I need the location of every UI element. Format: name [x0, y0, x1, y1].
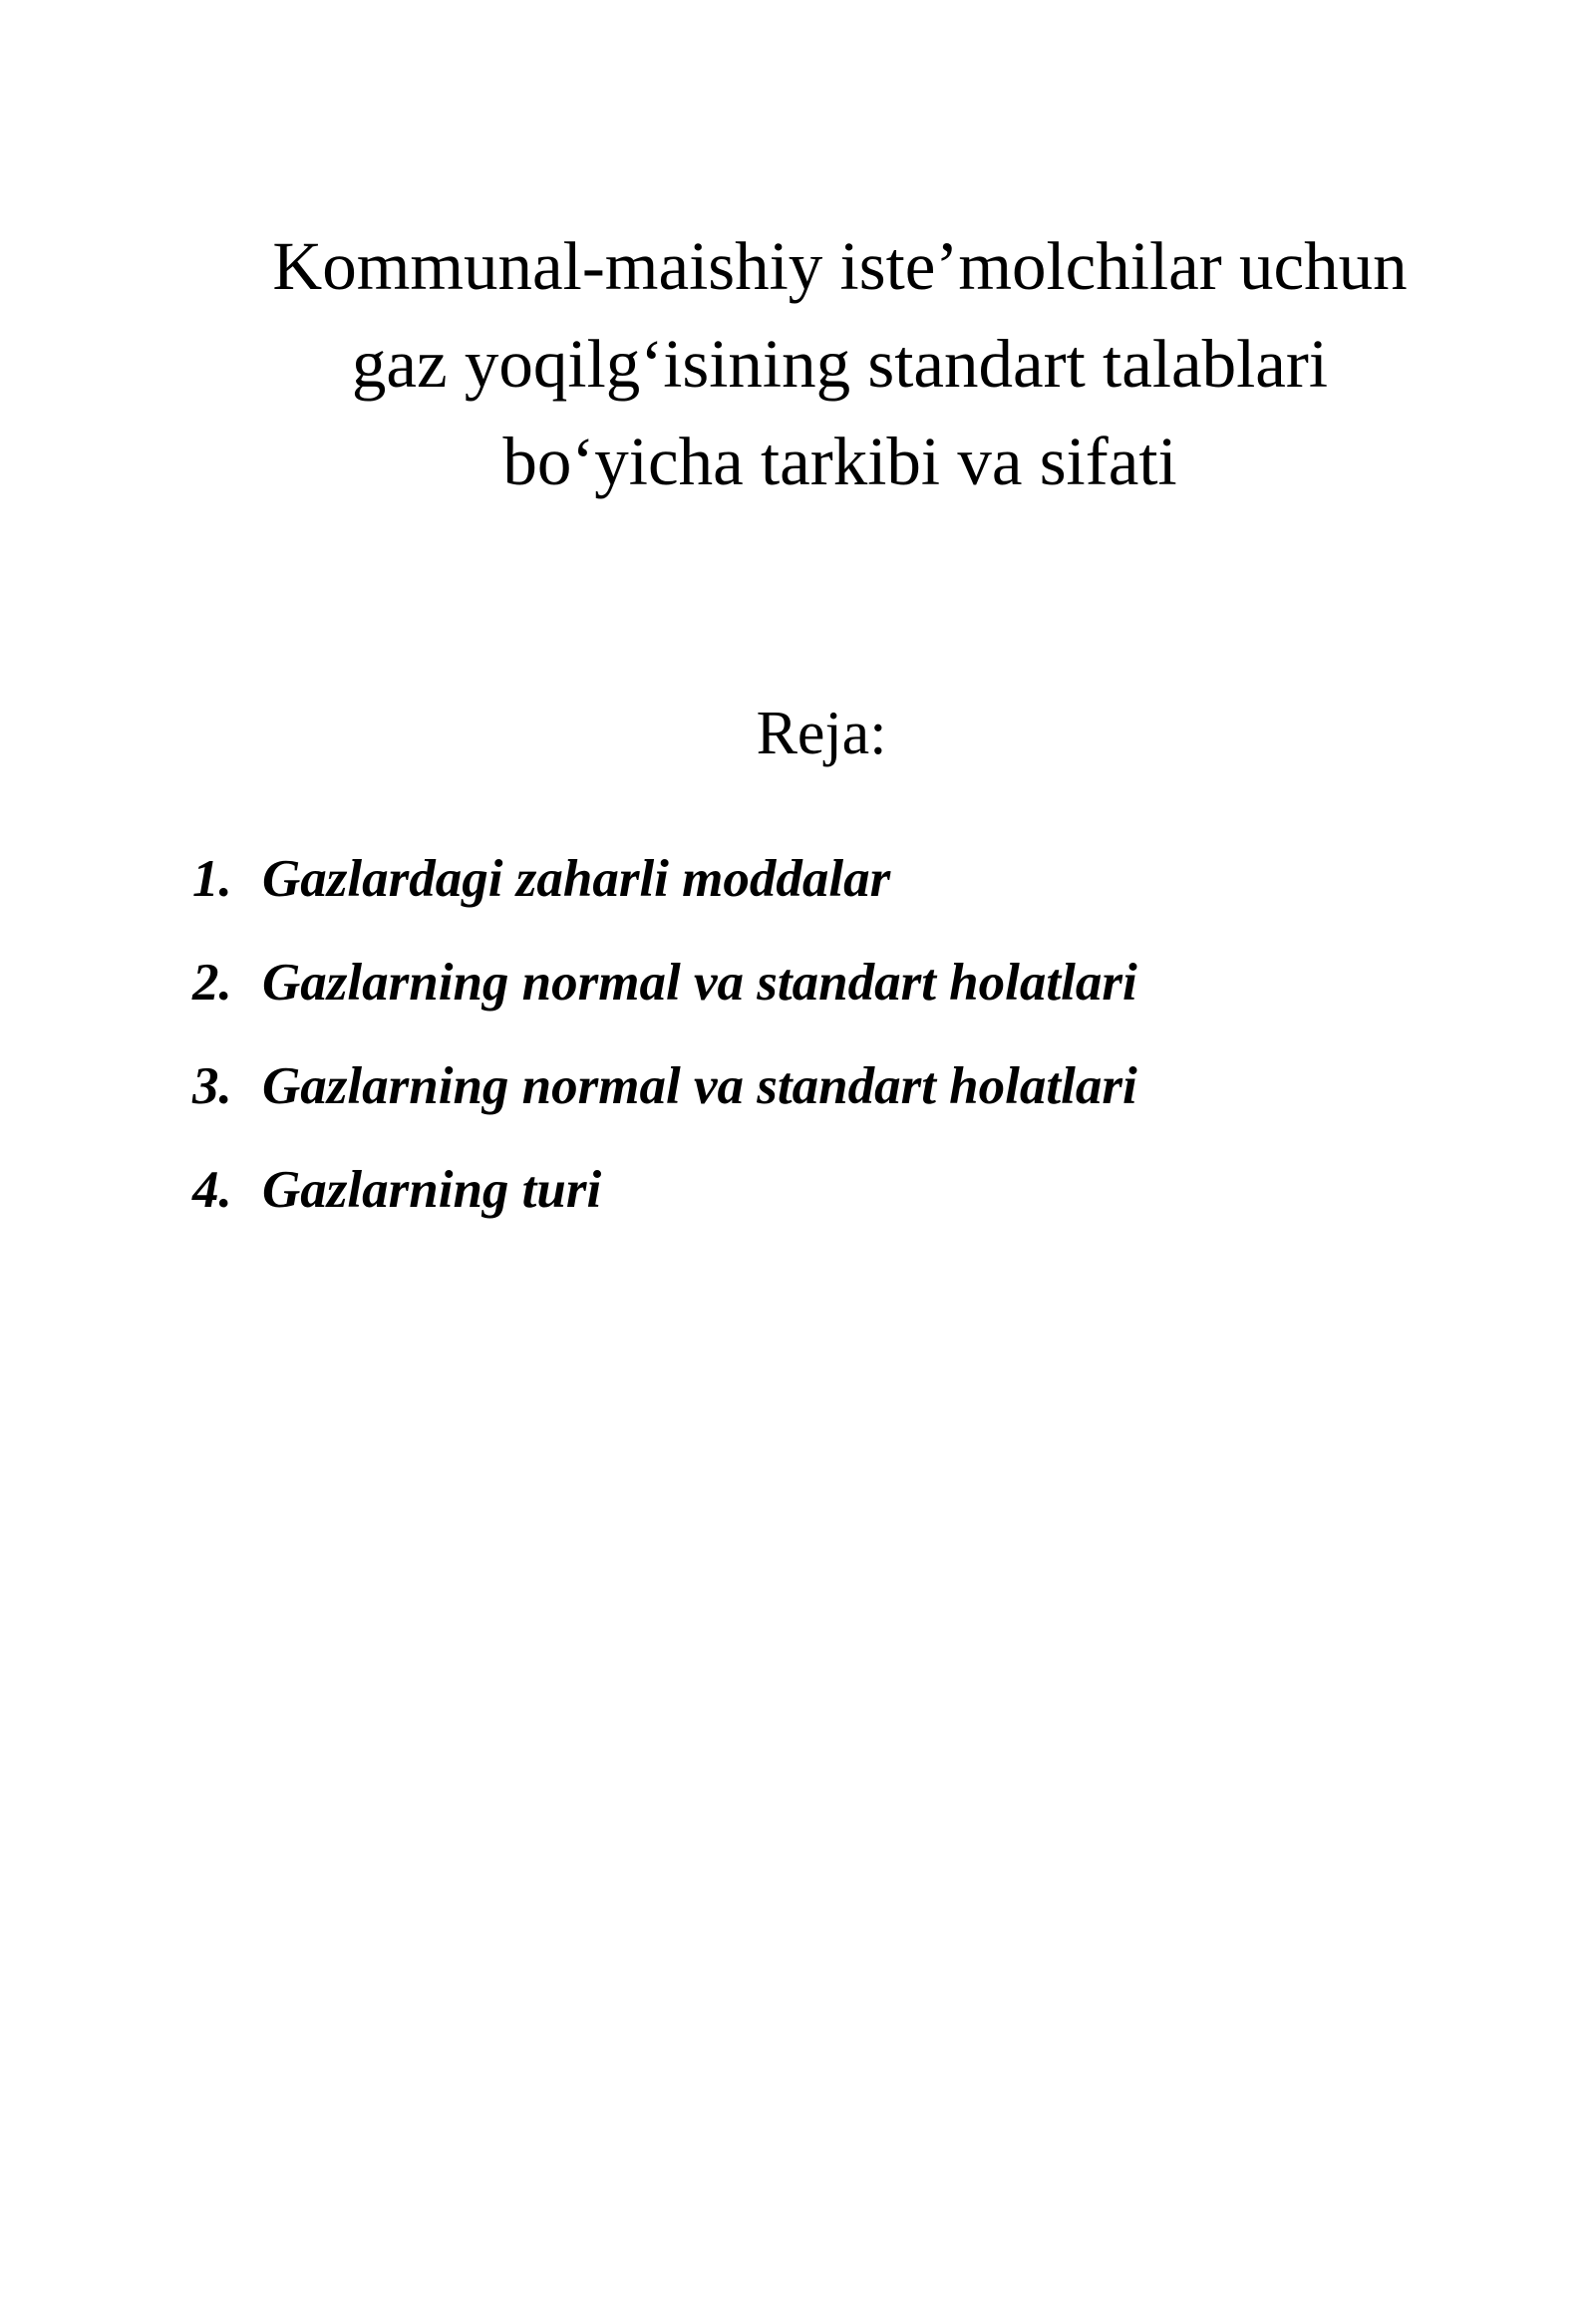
plan-heading: Reja:	[756, 700, 887, 767]
plan-item-number: 3.	[192, 1057, 232, 1115]
plan-item-text: Gazlardagi zaharli moddalar	[262, 850, 891, 908]
plan-item-number: 2.	[192, 954, 232, 1012]
plan-item	[192, 1050, 1137, 1154]
plan-item	[192, 947, 1137, 1050]
title-line: Kommunal-maishiy iste’molchilar uchun	[272, 228, 1408, 304]
title-line: bo‘yicha tarkibi va sifati	[502, 424, 1177, 499]
plan-item-number: 1.	[192, 850, 232, 908]
plan-item	[192, 1154, 1137, 1258]
plan-item-number: 4.	[192, 1161, 232, 1219]
title-line: gaz yoqilg‘isining standart talablari	[351, 326, 1329, 402]
document-title	[150, 217, 1530, 510]
plan-item-text: Gazlarning turi	[262, 1161, 602, 1219]
plan-list	[192, 843, 1137, 1258]
plan-item-text: Gazlarning normal va standart holatlari	[262, 954, 1137, 1012]
plan-item-text: Gazlarning normal va standart holatlari	[262, 1057, 1137, 1115]
plan-item	[192, 843, 1137, 947]
